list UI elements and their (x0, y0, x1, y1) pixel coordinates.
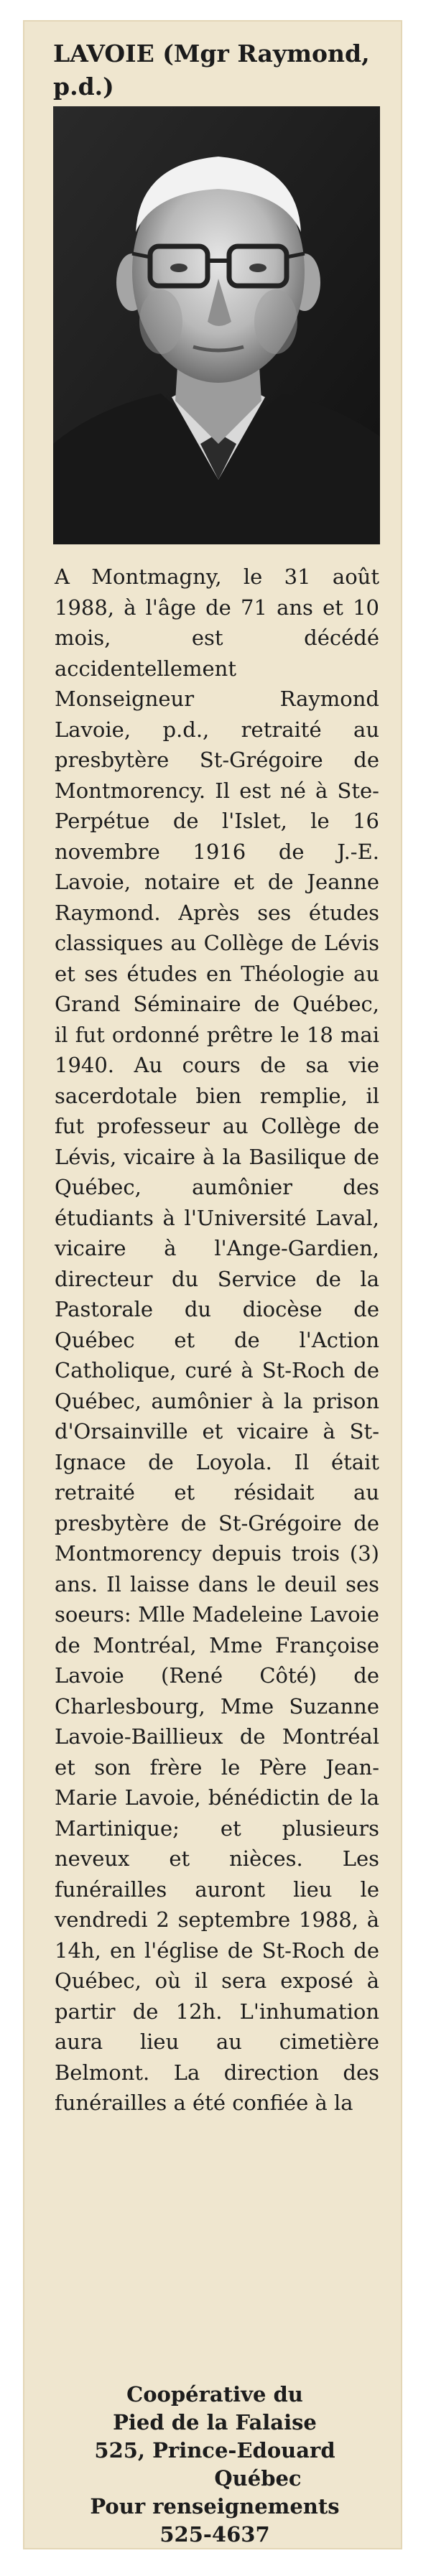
obituary-body (55, 562, 379, 2119)
info-label: Pour renseignements (90, 2494, 340, 2519)
funeral-home-block (46, 2381, 384, 2548)
obituary-text: A Montmagny, le 31 août 1988, à l'âge de 71 ans et 10 mois, est décédé accidentellement Monseigneur Raymond Lavoie, p.d., retraité au presbytère St-Grégoire de Montmorency. Il est né à Ste-Perpétue de l'Islet, le 16 novembre 1916 de J.-E. Lavoie, notaire et de Jeanne Raymond. Après ses études classiques au Collège de Lévis et ses études en Théologie au Grand Séminaire de Québec, il fut ordonné prêtre le 18 mai 1940. Au cours de sa vie sacerdotale bien remplie, il fut professeur au Collège de Lévis, vicaire à la Basilique de Québec, aumônier des étudiants à l'Université Laval, vicaire à l'Ange-Gardien, directeur du Service de la Pastorale du diocèse de Québec et de l'Action Catholique, curé à St-Roch de Québec, aumônier à la prison d'Orsainville et vicaire à St-Ignace de Loyola. Il était retraité et résidait au presbytère de St-Grégoire de Montmorency depuis trois (3) ans. Il laisse dans le deuil ses soeurs: Mlle Madeleine Lavoie de Montréal, Mme Françoise Lavoie (René Côté) de Charlesbourg, Mme Suzanne Lavoie-Baillieux de Montréal et son frère le Père Jean-Marie Lavoie, bénédictin de la Martinique; et plusieurs neveux et nièces. Les funérailles auront lieu le vendredi 2 septembre 1988, à 14h, en l'église de St-Roch de Québec, où il sera exposé à partir de 12h. L'inhumation aura lieu au cimetière Belmont. La direction des funérailles a été confiée à la (55, 564, 379, 2115)
obituary-clipping (24, 22, 401, 2548)
obituary-header: LAVOIE (Mgr Raymond, p.d.) (53, 39, 370, 101)
info-phone: 525-4637 (159, 2522, 270, 2547)
portrait-photo (53, 106, 380, 544)
funeral-home-name-line1: Coopérative du (126, 2382, 303, 2407)
funeral-home-address: 525, Prince-Edouard (94, 2438, 335, 2463)
funeral-home-name-line2: Pied de la Falaise (113, 2410, 317, 2435)
funeral-home-city: Québec (214, 2466, 302, 2491)
